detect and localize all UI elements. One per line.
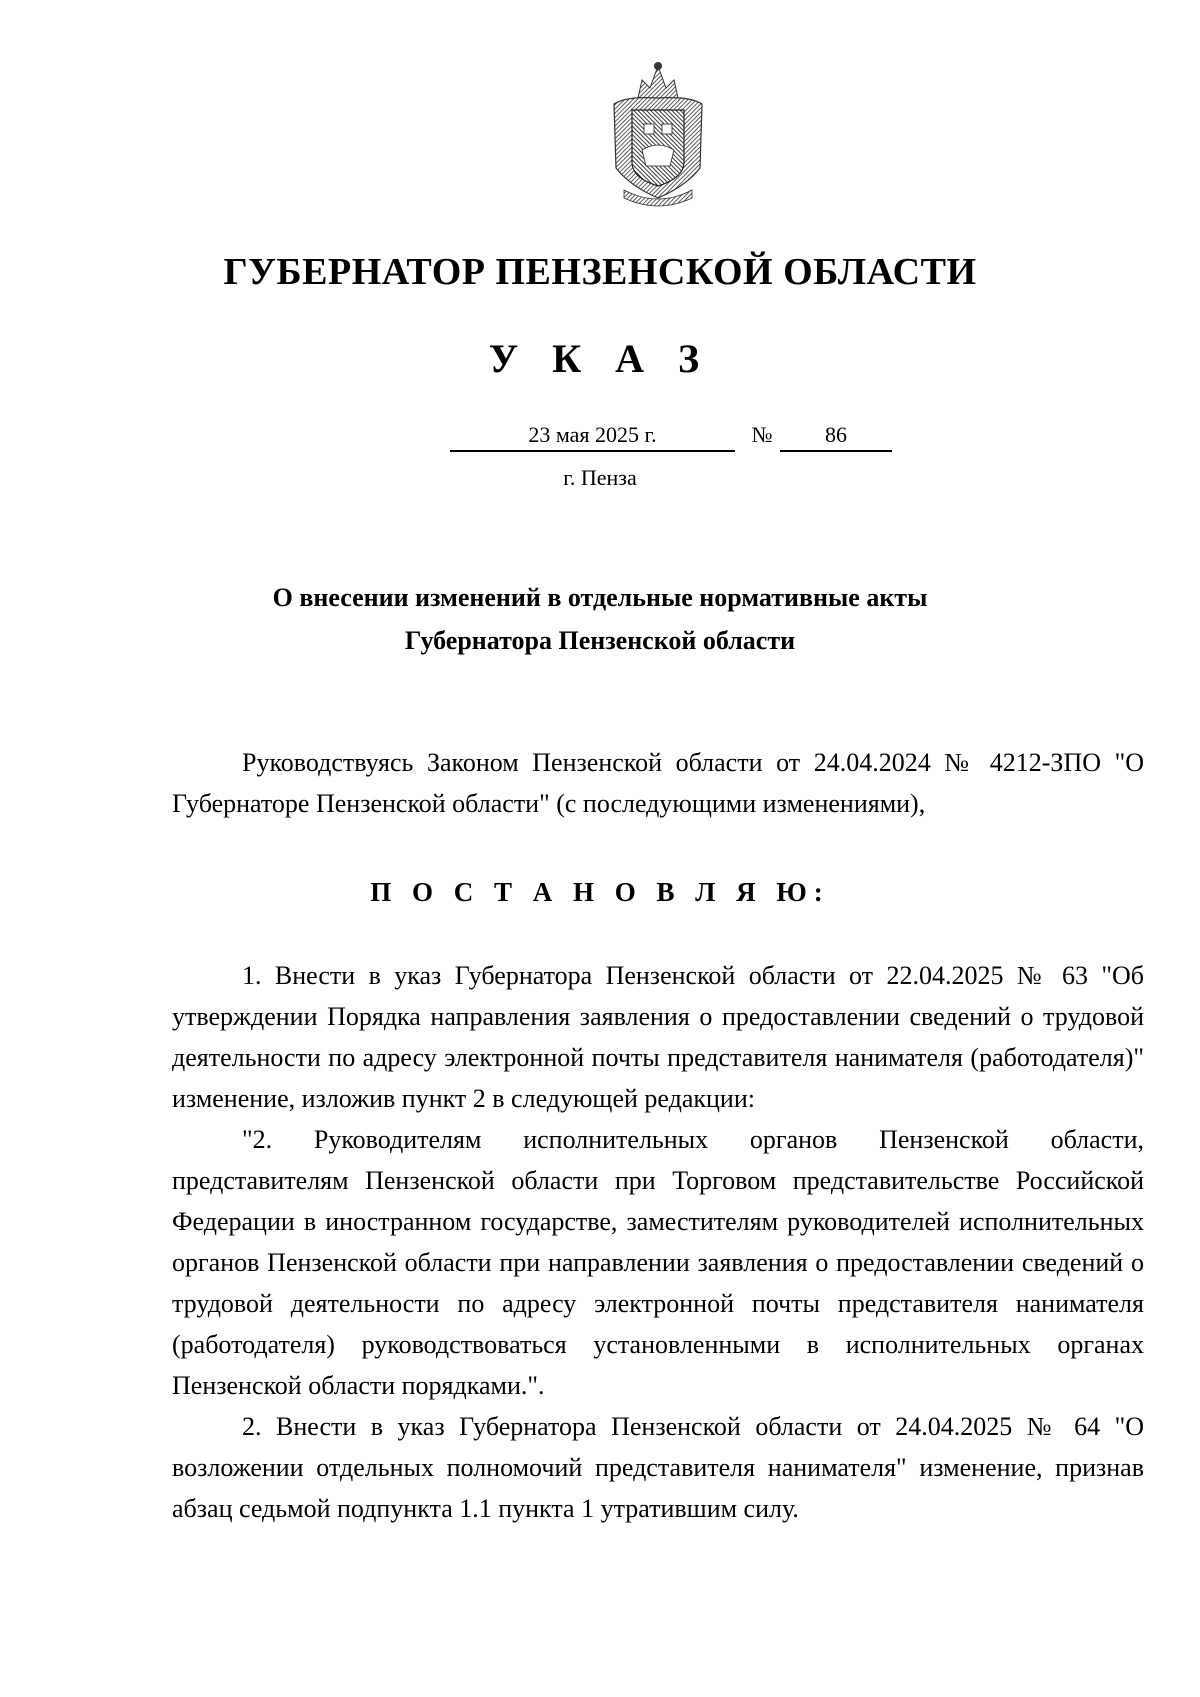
preamble [172,742,1144,824]
decree-word: П О С Т А Н О В Л Я Ю: [370,877,830,907]
preamble-text: Руководствуясь Законом Пензенской области от 24.04.2024 № 4212-ЗПО "О Губернаторе Пензенской области" (с последующими изменениями), [172,748,1144,818]
document-type: У К А З [488,336,712,381]
date-number-row [0,420,1200,454]
document-date: 23 мая 2025 г. [450,420,735,452]
paragraph-2: "2. Руководителям исполнительных органов Пензенской области, представителям Пензенской области при Торговом представительстве Российской Федерации в иностранном государстве, заместителям руководителей исполнительных органов Пензенской области при направлении заявления о предоставлении сведений о трудовой деятельности по адресу электронной почты представителя нанимателя (работодателя) руководствоваться установленными в исполнительных органах Пензенской области порядками.". [172,1125,1144,1400]
subject-line-2: Губернатора Пензенской области [404,626,796,655]
paragraph-3: 2. Внести в указ Губернатора Пензенской области от 24.04.2025 № 64 "О возложении отдельных полномочий представителя нанимателя" изменение, признав абзац седьмой подпункта 1.1 пункта 1 утратившим силу. [172,1412,1144,1523]
issuing-authority: ГУБЕРНАТОР ПЕНЗЕНСКОЙ ОБЛАСТИ [223,251,977,293]
coat-of-arms-icon [606,58,710,208]
number-sign: № [751,422,773,447]
paragraph-1: 1. Внести в указ Губернатора Пензенской области от 22.04.2025 № 63 "Об утверждении Порядка направления заявления о предоставлении сведений о трудовой деятельности по адресу электронной почты представителя нанимателя (работодателя)" изменение, изложив пункт 2 в следующей редакции: [172,961,1144,1113]
document-city: г. Пенза [563,465,637,490]
document-body [172,955,1144,1529]
document-subject [0,576,1200,662]
document-number: 86 [780,420,892,452]
subject-line-1: О внесении изменений в отдельные нормативные акты [272,583,928,612]
